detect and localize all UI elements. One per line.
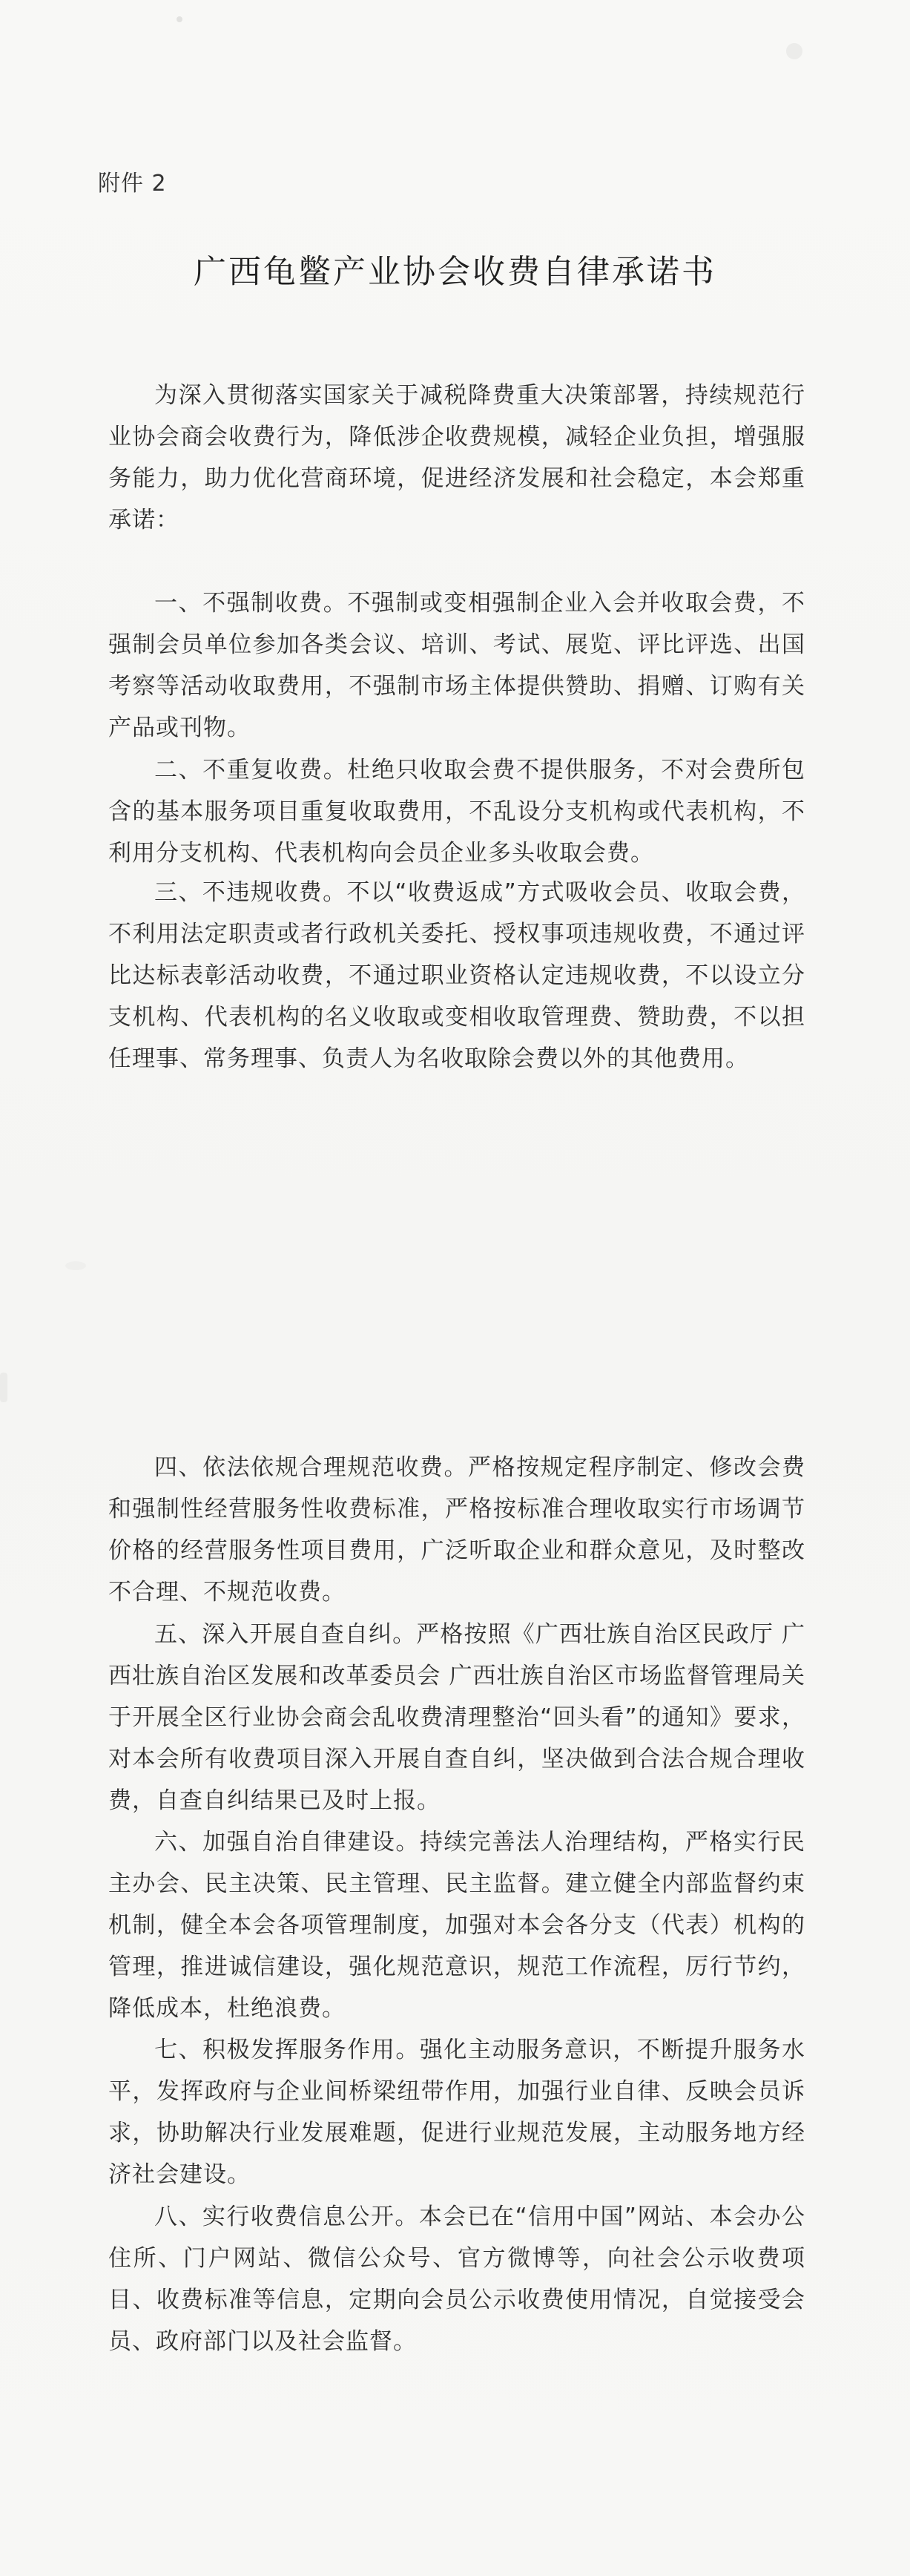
- commitment-7: 七、积极发挥服务作用。强化主动服务意识，不断提升服务水平，发挥政府与企业间桥梁纽带作用，加强行业自律、反映会员诉求，协助解决行业发展难题，促进行业规范发展，主动服务地方经济社会建设。: [108, 2037, 805, 2188]
- intro-paragraph: 为深入贯彻落实国家关于减税降费重大决策部署，持续规范行业协会商会收费行为，降低涉企收费规模，减轻企业负担，增强服务能力，助力优化营商环境，促进经济发展和社会稳定，本会郑重承诺：: [108, 382, 805, 533]
- commitment-8: 八、实行收费信息公开。本会已在“信用中国”网站、本会办公住所、门户网站、微信公众号、官方微博等，向社会公示收费项目、收费标准等信息，定期向会员公示收费使用情况，自觉接受会员、政府部门以及社会监督。: [108, 2204, 805, 2355]
- commitment-3: 三、不违规收费。不以“收费返成”方式吸收会员、收取会费，不利用法定职责或者行政机关委托、授权事项违规收费，不通过评比达标表彰活动收费，不通过职业资格认定违规收费，不以设立分支机构、代表机构的名义收取或变相收取管理费、赞助费，不以担任理事、常务理事、负责人为名收取除会费以外的其他费用。: [108, 879, 805, 1072]
- scan-speck: [786, 43, 802, 59]
- attachment-label: 附件 2: [98, 171, 167, 197]
- scan-speck: [177, 16, 182, 22]
- scan-speck: [0, 1373, 7, 1402]
- commitment-6: 六、加强自治自律建设。持续完善法人治理结构，严格实行民主办会、民主决策、民主管理、民主监督。建立健全内部监督约束机制，健全本会各项管理制度，加强对本会各分支（代表）机构的管理，推进诚信建设，强化规范意识，规范工作流程，厉行节约，降低成本，杜绝浪费。: [108, 1829, 805, 2022]
- commitment-4: 四、依法依规合理规范收费。严格按规定程序制定、修改会费和强制性经营服务性收费标准，严格按标准合理收取实行市场调节价格的经营服务性项目费用，广泛听取企业和群众意见，及时整改不合理、不规范收费。: [108, 1454, 805, 1606]
- commitment-1: 一、不强制收费。不强制或变相强制企业入会并收取会费，不强制会员单位参加各类会议、培训、考试、展览、评比评选、出国考察等活动收取费用，不强制市场主体提供赞助、捐赠、订购有关产品或刊物。: [108, 590, 805, 741]
- scan-speck: [65, 1261, 86, 1270]
- document-title: 广西龟鳖产业协会收费自律承诺书: [194, 253, 716, 291]
- commitment-5: 五、深入开展自查自纠。严格按照《广西壮族自治区民政厅 广西壮族自治区发展和改革委员会 广西壮族自治区市场监督管理局关于开展全区行业协会商会乱收费清理整治“回头看”的通知》要求，对本会所有收费项目深入开展自查自纠，坚决做到合法合规合理收费，自查自纠结果已及时上报。: [108, 1621, 805, 1814]
- commitment-2: 二、不重复收费。杜绝只收取会费不提供服务，不对会费所包含的基本服务项目重复收取费用，不乱设分支机构或代表机构，不利用分支机构、代表机构向会员企业多头收取会费。: [108, 757, 805, 867]
